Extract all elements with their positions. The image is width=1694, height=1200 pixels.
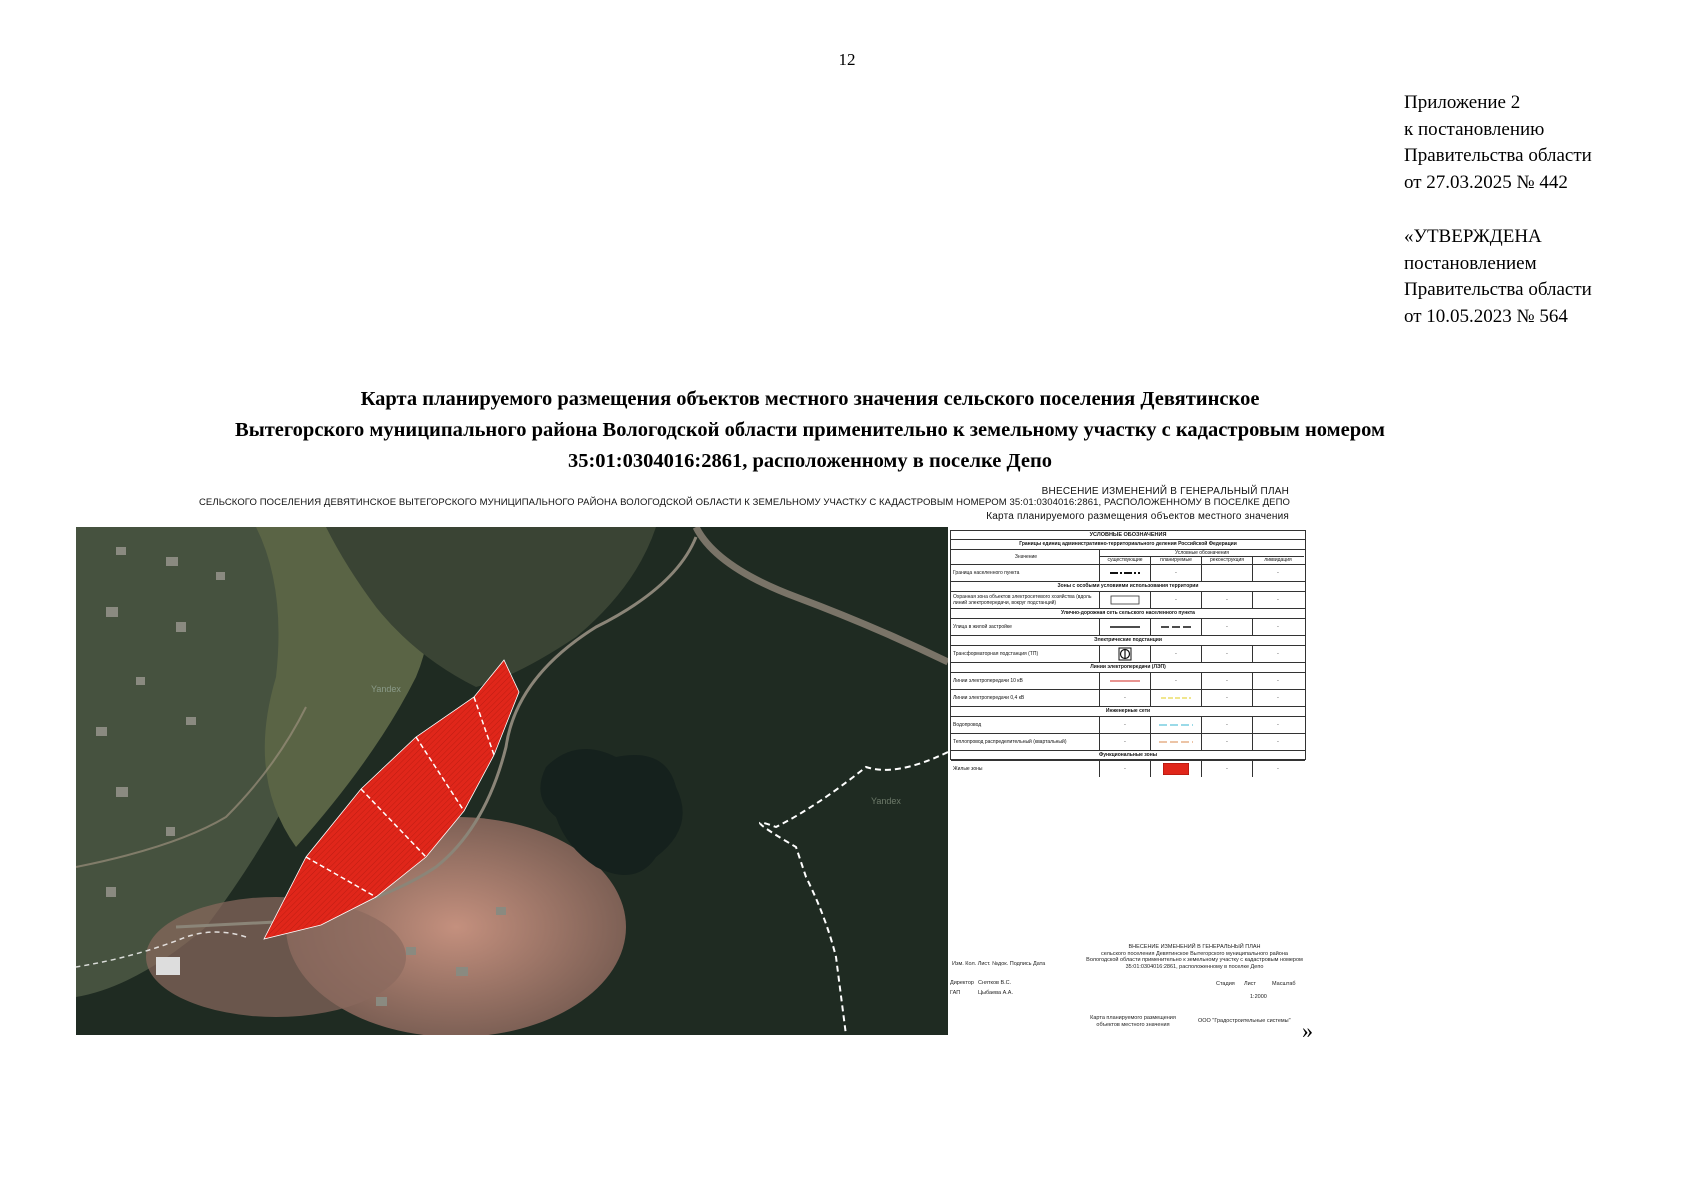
- stamp-sheet-title: Карта планируемого размещения объектов местного значения: [1090, 1015, 1176, 1028]
- substation-icon: [1100, 646, 1151, 662]
- legend-dash: -: [1100, 717, 1151, 733]
- legend-section: Границы единиц административно-территориального деления Российской Федерации: [951, 540, 1305, 550]
- legend-section: Электрические подстанции: [951, 636, 1305, 646]
- legend-col-group: Условные обозначения: [1100, 550, 1304, 557]
- stamp-director-name: Снятков В.С.: [978, 980, 1012, 986]
- legend-section: Функциональные зоны: [951, 751, 1305, 761]
- approved-line: «УТВЕРЖДЕНА: [1404, 226, 1542, 247]
- legend-row: [951, 592, 1305, 609]
- street-existing-symbol: [1100, 619, 1151, 635]
- approved-line: Правительства области: [1404, 279, 1592, 300]
- legend-dash: -: [1277, 766, 1279, 772]
- legend-dash: -: [1202, 761, 1253, 777]
- legend-section: Инженерные сети: [951, 707, 1305, 717]
- legend-dash: -: [1202, 734, 1253, 750]
- legend-row-label: Улица в жилой застройке: [951, 619, 1100, 635]
- lep04-symbol: [1151, 690, 1202, 706]
- legend-row: [951, 673, 1305, 690]
- legend-row: [951, 646, 1305, 663]
- legend-section: Линии электропередачи (ЛЭП): [951, 663, 1305, 673]
- legend-dash: -: [1151, 565, 1202, 581]
- appendix-block: [1404, 90, 1684, 196]
- document-title: [180, 384, 1440, 477]
- legend-row-label: Линии электропередачи 0,4 кВ: [951, 690, 1100, 706]
- legend-col-reconstruction: реконструкция: [1202, 557, 1253, 564]
- title-line: Вытегорского муниципального района Вологодской области применительно к земельному участку с кадастровым номером: [235, 419, 1385, 441]
- legend-row-label: Линии электропередачи 10 кВ: [951, 673, 1100, 689]
- stamp-sheet: Лист: [1244, 981, 1256, 987]
- legend-row: [951, 565, 1305, 582]
- map-header-line2: СЕЛЬСКОГО ПОСЕЛЕНИЯ ДЕВЯТИНСКОЕ ВЫТЕГОРСКОГО МУНИЦИПАЛЬНОГО РАЙОНА ВОЛОГОДСКОЙ ОБЛАСТИ К ЗЕМЕЛЬНОМУ УЧАСТКУ С КАДАСТРОВЫМ НОМЕРОМ 35:01:0304016:2861, РАСПОЛОЖЕННОМУ В ПОСЕЛКЕ ДЕПО: [198, 497, 1290, 508]
- appendix-line: Правительства области: [1404, 145, 1592, 166]
- legend-dash: -: [1202, 717, 1253, 733]
- legend-row: [951, 690, 1305, 707]
- legend-dash: -: [1277, 624, 1279, 630]
- legend-dash: -: [1277, 651, 1279, 657]
- map-watermark: Yandex: [871, 796, 901, 806]
- legend-dash: -: [1277, 739, 1279, 745]
- title-line: 35:01:0304016:2861, расположенному в поселке Депо: [567, 450, 1053, 472]
- legend-dash: -: [1151, 646, 1202, 662]
- stamp-gap-role: ГАП: [950, 990, 961, 996]
- page-number: 12: [838, 50, 856, 69]
- closing-quote: »: [1302, 1018, 1313, 1043]
- legend-dash: -: [1277, 722, 1279, 728]
- title-line: Карта планируемого размещения объектов местного значения сельского поселения Девятинское: [360, 388, 1260, 410]
- stamp-stage: Стадия: [1216, 981, 1235, 987]
- legend-dash: -: [1202, 619, 1253, 635]
- stamp-caption: сельского поселения Девятинское Вытегорского муниципального района: [1101, 950, 1288, 957]
- approved-line: от 10.05.2023 № 564: [1404, 305, 1568, 327]
- appendix-line: Приложение 2: [1404, 92, 1521, 113]
- heat-symbol: [1151, 734, 1202, 750]
- stamp-director-role: Директор: [950, 980, 974, 986]
- water-symbol: [1151, 717, 1202, 733]
- legend-row-label: Жилые зоны: [951, 761, 1100, 777]
- stamp-columns: Изм. Кол. Лист. №док. Подпись Дата: [952, 961, 1046, 967]
- map-legend: [950, 530, 1306, 772]
- satellite-map: [76, 527, 948, 1035]
- stamp-caption: Вологодской области применительно к земельному участку с кадастровым номером: [1086, 957, 1303, 963]
- map-header-line3: Карта планируемого размещения объектов местного значения: [986, 511, 1289, 522]
- legend-dash: -: [1100, 690, 1151, 706]
- legend-dash: -: [1277, 695, 1279, 701]
- legend-dash: -: [1202, 673, 1253, 689]
- legend-row: [951, 717, 1305, 734]
- legend-dash: -: [1277, 597, 1279, 603]
- legend-dash: -: [1202, 592, 1253, 608]
- residential-swatch: [1151, 761, 1202, 777]
- legend-row: [951, 734, 1305, 751]
- legend-dash: -: [1151, 673, 1202, 689]
- legend-row-label: Теплопровод распределительный (квартальный): [951, 734, 1100, 750]
- legend-row-label: Трансформаторная подстанция (ТП): [951, 646, 1100, 662]
- stamp-scale-label: Масштаб: [1272, 981, 1296, 987]
- legend-row-label: Водопровод: [951, 717, 1100, 733]
- legend-dash: -: [1277, 678, 1279, 684]
- legend-dash: -: [1151, 592, 1202, 608]
- legend-col-liquidation: ликвидация: [1264, 557, 1292, 563]
- legend-section: Зоны с особыми условиями использования территории: [951, 582, 1305, 592]
- approved-line: постановлением: [1404, 252, 1537, 274]
- title-stamp: [950, 944, 1304, 1034]
- legend-title: УСЛОВНЫЕ ОБОЗНАЧЕНИЯ: [951, 531, 1305, 540]
- boundary-symbol: [1100, 565, 1151, 581]
- legend-row: [951, 761, 1305, 777]
- stamp-org: ООО "Градостроительные системы": [1198, 1018, 1291, 1024]
- map-header-line1: ВНЕСЕНИЕ ИЗМЕНЕНИЙ В ГЕНЕРАЛЬНЫЙ ПЛАН: [1041, 486, 1289, 497]
- legend-header: [951, 550, 1305, 565]
- legend-dash: -: [1202, 646, 1253, 662]
- protection-zone-symbol: [1100, 592, 1151, 608]
- approved-block: [1404, 224, 1684, 330]
- appendix-line: от 27.03.2025 № 442: [1404, 171, 1568, 193]
- legend-col-existing: существующие: [1100, 557, 1151, 564]
- lep10-symbol: [1100, 673, 1151, 689]
- appendix-line: к постановлению: [1404, 118, 1545, 140]
- stamp-scale: 1:2000: [1250, 994, 1267, 1000]
- stamp-caption: 35:01:0304016:2861, расположенному в поселке Депо: [1125, 963, 1264, 970]
- legend-row: [951, 619, 1305, 636]
- legend-col-planned: планируемые: [1151, 557, 1202, 564]
- legend-dash: -: [1277, 570, 1279, 576]
- stamp-gap-name: Цыбаева А.А.: [978, 990, 1014, 996]
- legend-row-label: Охранная зона объектов электросетевого хозяйства (вдоль линий электропередачи, вокруг подстанций): [951, 592, 1100, 608]
- legend-row-label: Граница населенного пункта: [951, 565, 1100, 581]
- legend-dash: -: [1202, 690, 1253, 706]
- stamp-caption: ВНЕСЕНИЕ ИЗМЕНЕНИЙ В ГЕНЕРАЛЬНЫЙ ПЛАН: [1128, 944, 1261, 950]
- legend-col-name: Значение: [951, 550, 1100, 564]
- legend-dash: -: [1100, 734, 1151, 750]
- map-watermark: Yandex: [371, 684, 401, 694]
- legend-dash: -: [1100, 761, 1151, 777]
- street-planned-symbol: [1151, 619, 1202, 635]
- legend-section: Улично-дорожная сеть сельского населенного пункта: [951, 609, 1305, 619]
